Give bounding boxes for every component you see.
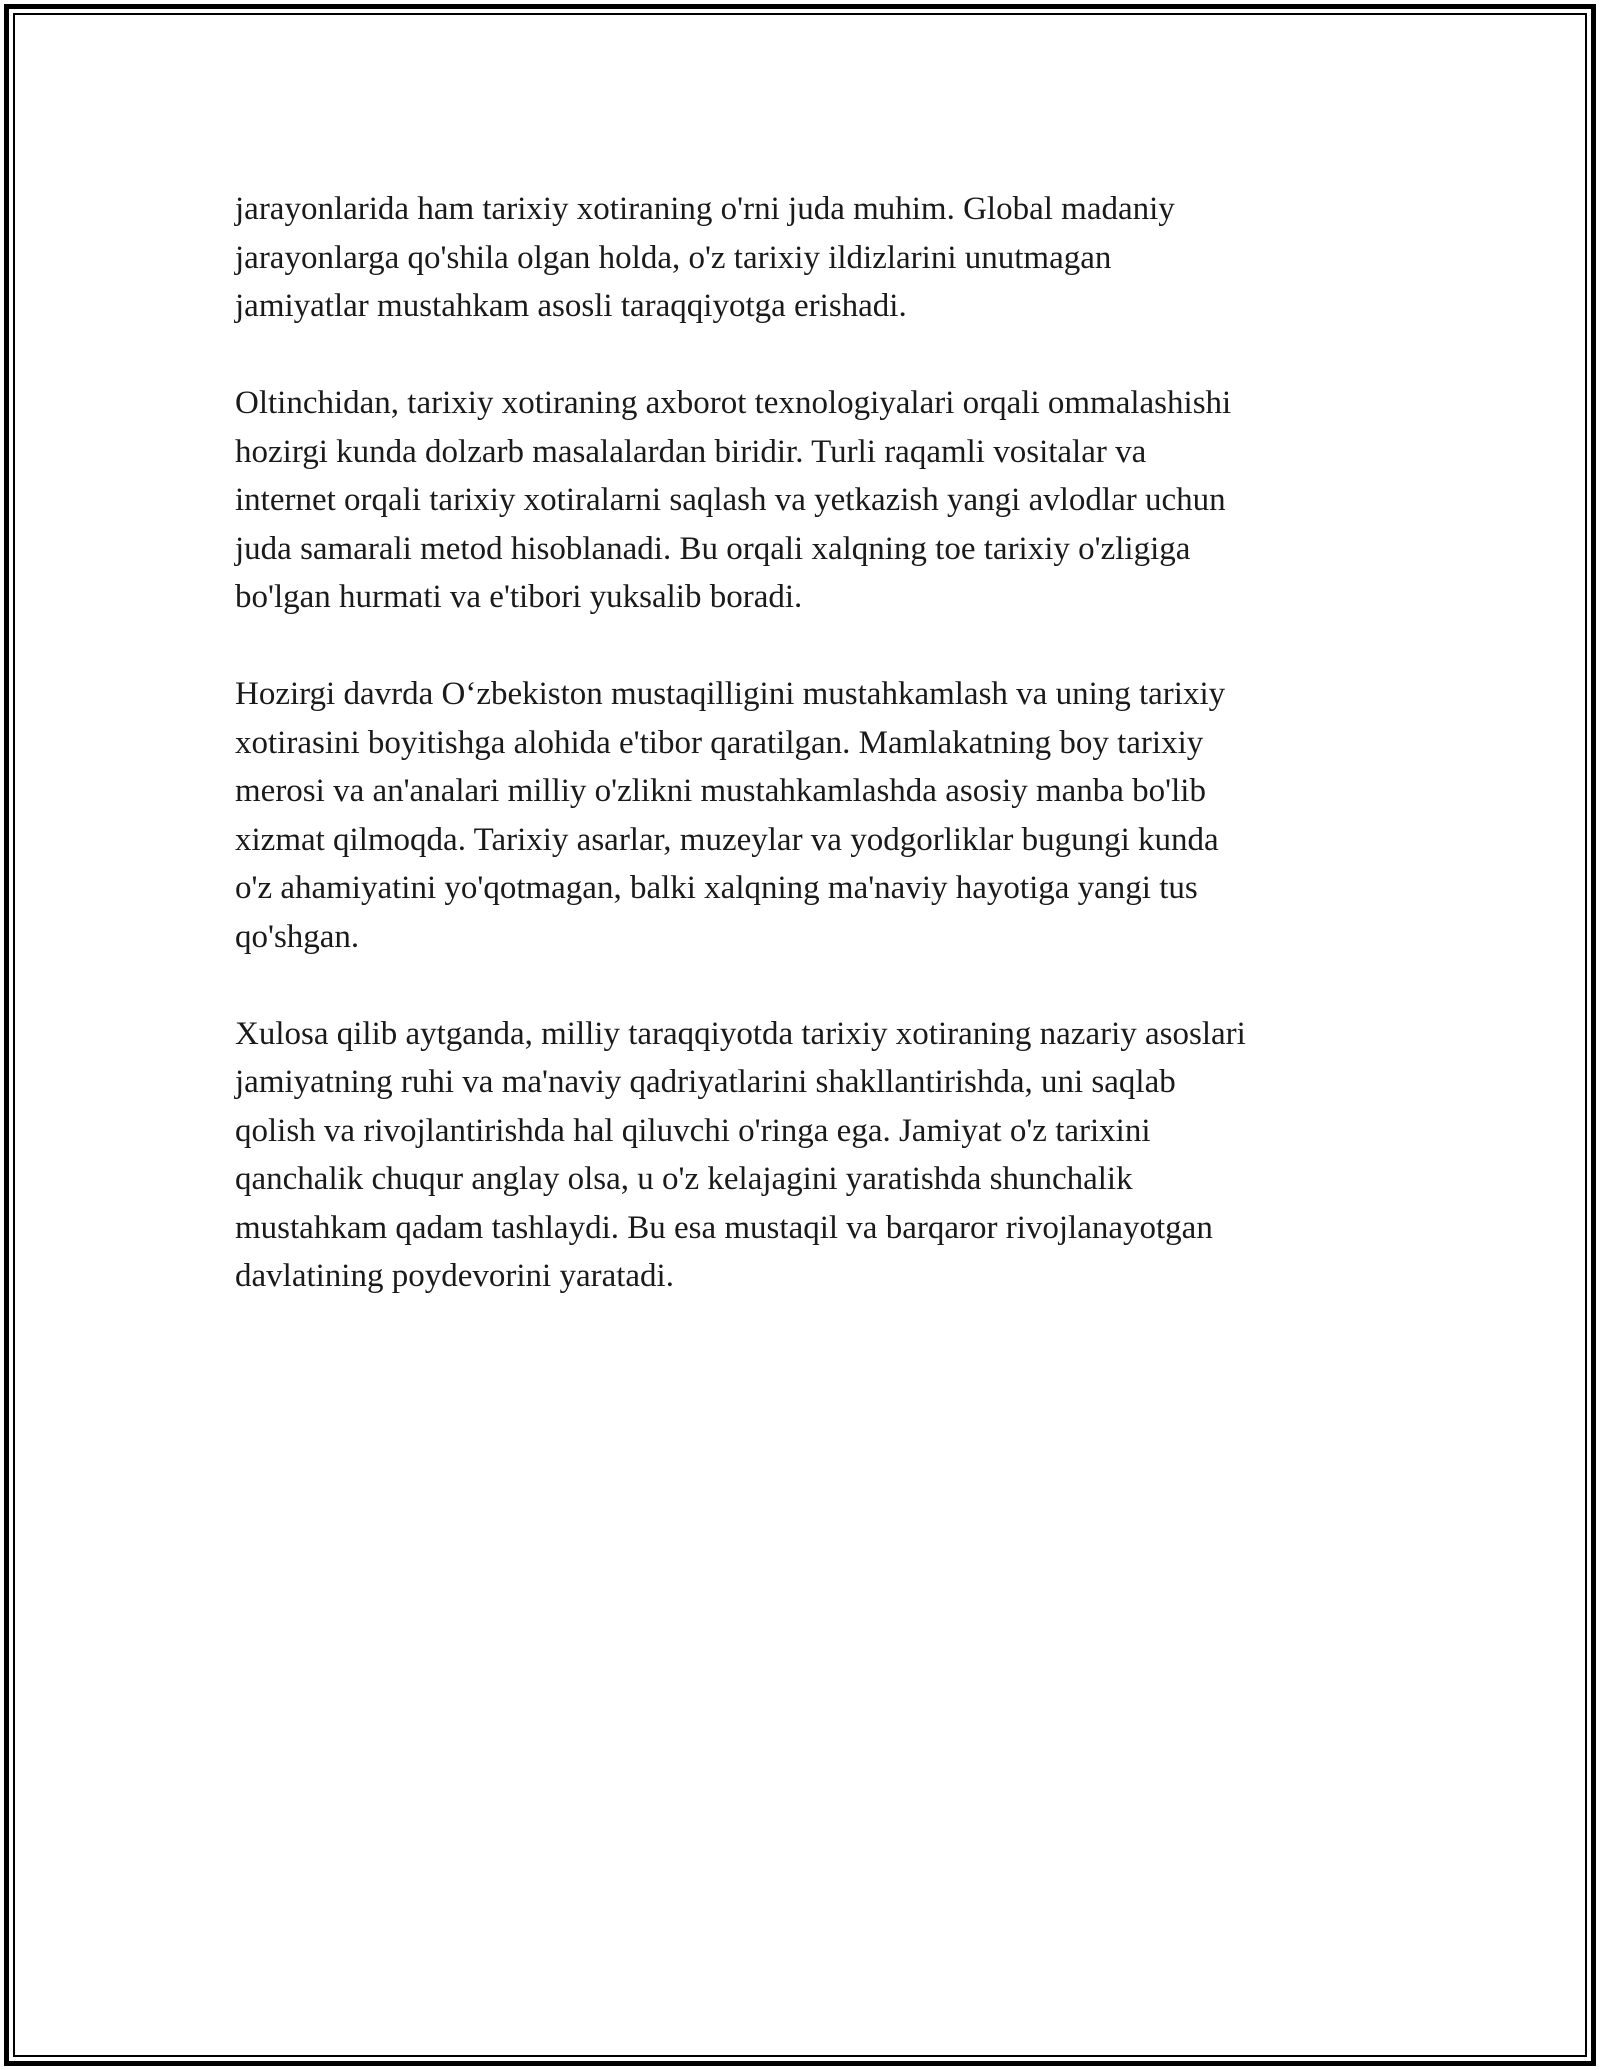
text-line: mustahkam qadam tashlaydi. Bu esa mustaqil va barqaror rivojlanayotgan <box>235 1209 1213 1246</box>
text-line: Xulosa qilib aytganda, milliy taraqqiyotda tarixiy xotiraning nazariy asoslari <box>235 1015 1246 1052</box>
text-line: o'z ahamiyatini yo'qotmagan, balki xalqning ma'naviy hayotiga yangi tus <box>235 870 1198 906</box>
text-line: hozirgi kunda dolzarb masalalardan biridir. Turli raqamli vositalar va <box>235 433 1147 470</box>
text-line: davlatining poydevorini yaratadi. <box>235 1258 674 1294</box>
text-line: qo'shgan. <box>235 918 360 955</box>
text-line: xizmat qilmoqda. Tarixiy asarlar, muzeylar va yodgorliklar bugungi kunda <box>235 821 1219 858</box>
text-line: jamiyatning ruhi va ma'naviy qadriyatlarini shakllantirishda, uni saqlab <box>235 1064 1176 1100</box>
text-line: xotirasini boyitishga alohida e'tibor qaratilgan. Mamlakatning boy tarixiy <box>235 724 1204 761</box>
text-line: jarayonlarga qo'shila olgan holda, o'z tarixiy ildizlarini unutmagan <box>235 239 1112 276</box>
text-line: Hozirgi davrda O‘zbekiston mustaqilligini mustahkamlash va uning tarixiy <box>235 676 1226 712</box>
text-line: merosi va an'analari milliy o'zlikni mustahkamlashda asosiy manba bo'lib <box>235 773 1206 809</box>
text-line: jamiyatlar mustahkam asosli taraqqiyotga erishadi. <box>235 288 907 324</box>
text-line: qolish va rivojlantirishda hal qiluvchi o'ringa ega. Jamiyat o'z tarixini <box>235 1112 1151 1149</box>
paragraph-4 <box>235 1010 1385 1301</box>
document-body <box>235 185 1385 1349</box>
text-line: qanchalik chuqur anglay olsa, u o'z kelajagini yaratishda shunchalik <box>235 1161 1133 1197</box>
text-line: Oltinchidan, tarixiy xotiraning axborot texnologiyalari orqali ommalashishi <box>235 385 1232 421</box>
text-line: juda samarali metod hisoblanadi. Bu orqali xalqning toe tarixiy o'zligiga <box>235 530 1191 567</box>
text-line: jarayonlarida ham tarixiy xotiraning o'rni juda muhim. Global madaniy <box>235 191 1175 227</box>
paragraph-1 <box>235 185 1385 331</box>
paragraph-2 <box>235 379 1385 622</box>
paragraph-3 <box>235 670 1385 961</box>
text-line: internet orqali tarixiy xotiralarni saqlash va yetkazish yangi avlodlar uchun <box>235 482 1226 518</box>
text-line: bo'lgan hurmati va e'tibori yuksalib boradi. <box>235 579 803 615</box>
